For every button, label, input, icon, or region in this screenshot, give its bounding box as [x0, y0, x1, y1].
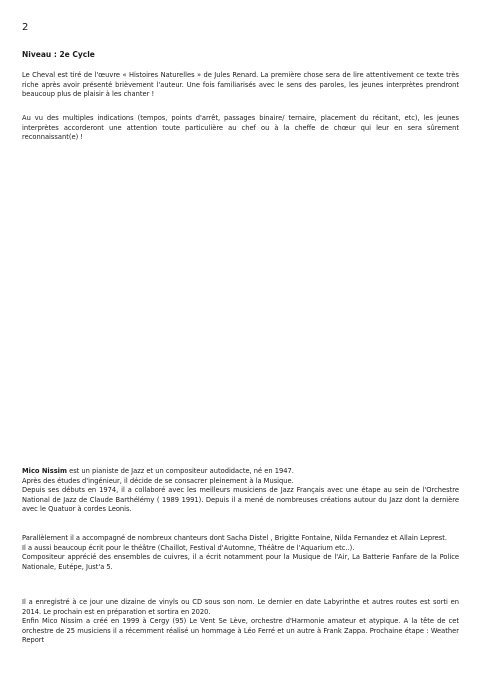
level-label: Niveau :	[22, 50, 60, 59]
intro-paragraph-1	[22, 71, 459, 100]
composer-name: Mico Nissim	[22, 467, 67, 475]
level-value: 2e Cycle	[59, 50, 95, 59]
biography-p2-line-2: Il a aussi beaucoup écrit pour le théâtre (Chaillot, Festival d'Automne, Théâtre de l'Aquarium etc..).	[22, 543, 355, 552]
intro-paragraph-2	[22, 114, 459, 143]
biography-line-1	[22, 467, 459, 477]
biography-line-3: Depuis ses débuts en 1974, il a collaboré avec les meilleurs musiciens de Jazz Français avec une étape au sein de l'Orchestre National de Jazz de Claude Barthélémy ( 1989 1991). Depuis il a mené de nombreuses créations autour du Jazz dont la dernière avec le Quatuor à cordes Leonis.	[22, 486, 459, 514]
biography-line-1-rest: est un pianiste de Jazz et un compositeur autodidacte, né en 1947.	[66, 467, 294, 475]
biography-p3-line-1: Il a enregistré à ce jour une dizaine de vinyls ou CD sous son nom. Le dernier en date Labyrinthe et autres routes est sorti en 2014. Le prochain est en préparation et sortira en 2020.	[22, 598, 459, 616]
biography-p3-line-2: Enfin Mico Nissim a créé en 1999 à Cergy (95) Le Vent Se Lève, orchestre d'Harmonie amateur et atypique. A la tête de cet orchestre de 25 musiciens il a récemment réalisé un hommage à Léo Ferré et un autre à Frank Zappa. Prochaine étape : Weather Report	[22, 617, 459, 645]
intro-paragraph-2-text: Au vu des multiples indications (tempos, points d'arrêt, passages binaire/ ternaire, placement du récitant, etc), les jeunes interprètes accorderont une attention toute particulière au chef ou à la cheffe de chœur qui leur en sera sûrement reconnaissant(e) !	[22, 114, 459, 142]
biography-p2-line-3: Compositeur apprécié des ensembles de cuivres, il a écrit notamment pour la Musique de l'Air, La Batterie Fanfare de la Police Nationale, Eutépe, Just'a 5.	[22, 553, 459, 571]
biography-paragraph-1	[22, 467, 459, 515]
biography-paragraph-2	[22, 534, 459, 572]
biography-p2-line-1: Parallèlement il a accompagné de nombreux chanteurs dont Sacha Distel , Brigitte Fontaine, Nilda Fernandez et Allain Leprest.	[22, 534, 448, 542]
biography-line-2: Après des études d'ingénieur, il décide de se consacrer pleinement à la Musique.	[22, 476, 294, 485]
page-number: 2	[22, 22, 29, 33]
intro-paragraph-1-text: Le Cheval est tiré de l'œuvre « Histoires Naturelles » de Jules Renard. La première chose sera de lire attentivement ce texte très riche après avoir présenté brièvement l'auteur. Une fois familiarisés avec le sens des paroles, les jeunes interprètes prendront beaucoup plus de plaisir à les chanter !	[22, 71, 459, 99]
biography-paragraph-3	[22, 598, 459, 646]
level-heading	[22, 50, 95, 60]
